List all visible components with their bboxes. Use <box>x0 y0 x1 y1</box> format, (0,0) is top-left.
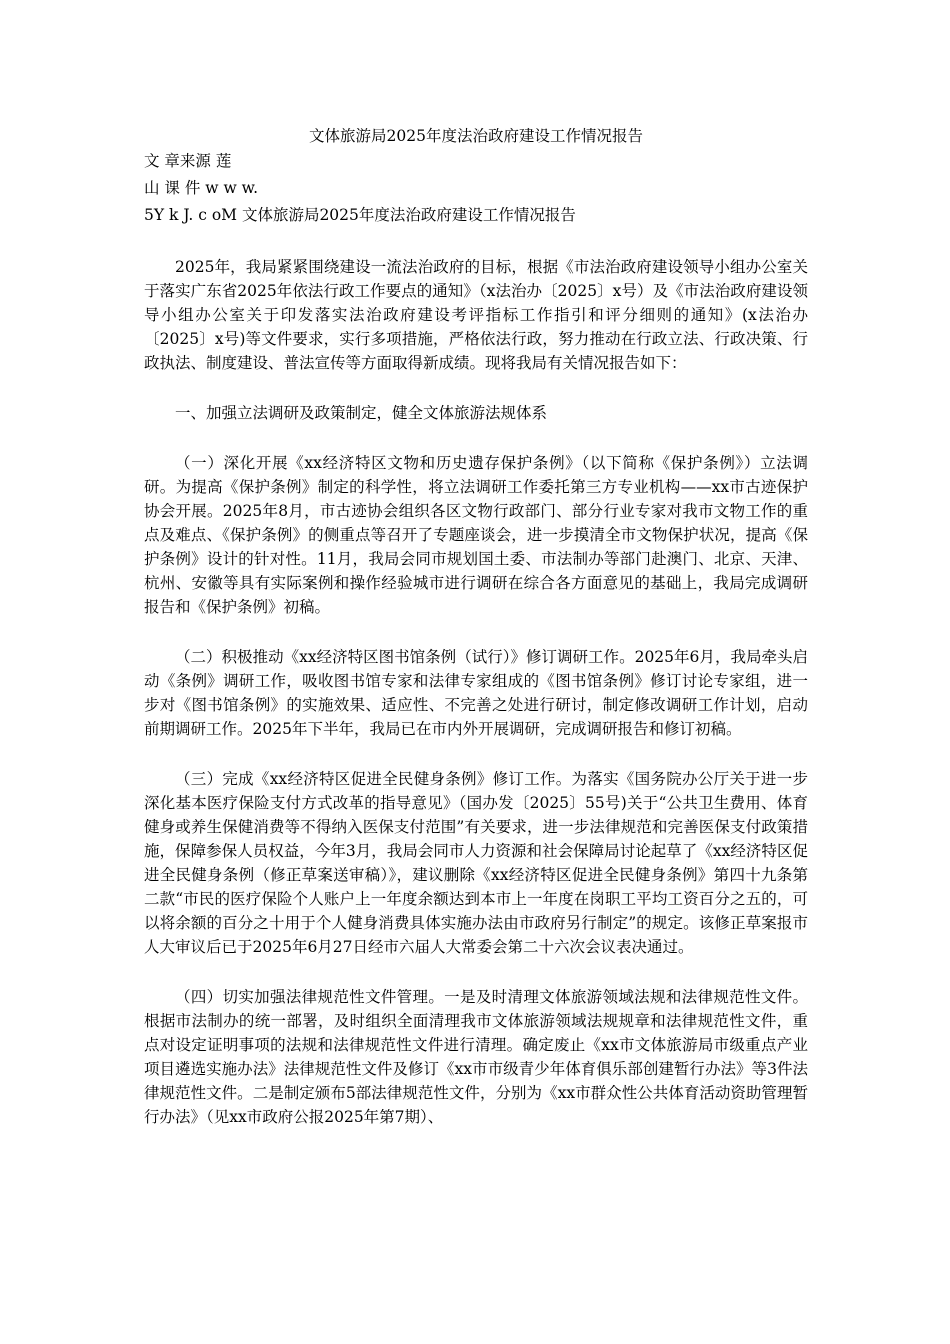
spacer <box>144 229 808 255</box>
source-line-1: 文 章来源 莲 <box>144 152 232 170</box>
paragraph-intro: 2025年，我局紧紧围绕建设一流法治政府的目标，根据《市法治政府建设领导小组办公室关于落实广东省2025年依法行政工作要点的通知》（x法治办〔2025〕x号）及《市法治政府建设领导小组办公室关于印发落实法治政府建设考评指标工作指引和评分细则的通知》(x法治办〔2025〕x号)等文件要求，实行多项措施，严格依法行政，努力推动在行政立法、行政决策、行政执法、制度建设、普法宣传等方面取得新成绩。现将我局有关情况报告如下： <box>144 258 808 372</box>
spacer <box>144 619 808 645</box>
paragraph-item-4: （四）切实加强法律规范性文件管理。一是及时清理文体旅游领域法规和法律规范性文件。根据市法制办的统一部署，及时组织全面清理我市文体旅游领域法规规章和法律规范性文件，重点对设定证明事项的法规和法律规范性文件进行清理。确定废止《xx市文体旅游局市级重点产业项目遴选实施办法》法律规范性文件及修订《xx市市级青少年体育俱乐部创建暂行办法》等3件法律规范性文件。二是制定颁布5部法律规范性文件，分别为《xx市群众性公共体育活动资助管理暂行办法》（见xx市政府公报2025年第7期）、 <box>144 988 808 1126</box>
source-line-2: 山 课 件 w w w. <box>144 179 259 197</box>
spacer <box>144 375 808 401</box>
spacer <box>144 741 808 767</box>
section-heading-1: 一、加强立法调研及政策制定，健全文体旅游法规体系 <box>175 404 548 422</box>
document-page <box>144 124 808 1129</box>
spacer <box>144 425 808 451</box>
spacer <box>144 959 808 985</box>
document-title: 文体旅游局2025年度法治政府建设工作情况报告 <box>309 127 643 145</box>
paragraph-item-1: （一）深化开展《xx经济特区文物和历史遗存保护条例》（以下简称《保护条例》）立法调研。为提高《保护条例》制定的科学性，将立法调研工作委托第三方专业机构——xx市古迹保护协会开展。2025年8月，市古迹协会组织各区文物行政部门、部分行业专家对我市文物工作的重点及难点、《保护条例》的侧重点等召开了专题座谈会，进一步摸清全市文物保护状况，提高《保护条例》设计的针对性。11月，我局会同市规划国土委、市法制办等部门赴澳门、北京、天津、杭州、安徽等具有实际案例和操作经验城市进行调研在综合各方面意见的基础上，我局完成调研报告和《保护条例》初稿。 <box>144 454 808 616</box>
source-line-3: 5Y k J. c oM 文体旅游局2025年度法治政府建设工作情况报告 <box>144 206 576 224</box>
paragraph-item-3: （三）完成《xx经济特区促进全民健身条例》修订工作。为落实《国务院办公厅关于进一步深化基本医疗保险支付方式改革的指导意见》（国办发〔2025〕55号)关于“公共卫生费用、体育健身或养生保健消费等不得纳入医保支付范围”有关要求，进一步法律规范和完善医保支付政策措施，保障参保人员权益，今年3月，我局会同市人力资源和社会保障局讨论起草了《xx经济特区促进全民健身条例（修正草案送审稿）》，建议删除《xx经济特区促进全民健身条例》第四十九条第二款“市民的医疗保险个人账户上一年度余额达到本市上一年度在岗职工平均工资百分之五的，可以将余额的百分之十用于个人健身消费具体实施办法由市政府另行制定”的规定。该修正草案报市人大审议后已于2025年6月27日经市六届人大常委会第二十六次会议表决通过。 <box>144 770 808 956</box>
paragraph-item-2: （二）积极推动《xx经济特区图书馆条例（试行）》修订调研工作。2025年6月，我局牵头启动《条例》调研工作，吸收图书馆专家和法律专家组成的《图书馆条例》修订讨论专家组，进一步对《图书馆条例》的实施效果、适应性、不完善之处进行研讨，制定修改调研工作计划，启动前期调研工作。2025年下半年，我局已在市内外开展调研，完成调研报告和修订初稿。 <box>144 648 808 738</box>
